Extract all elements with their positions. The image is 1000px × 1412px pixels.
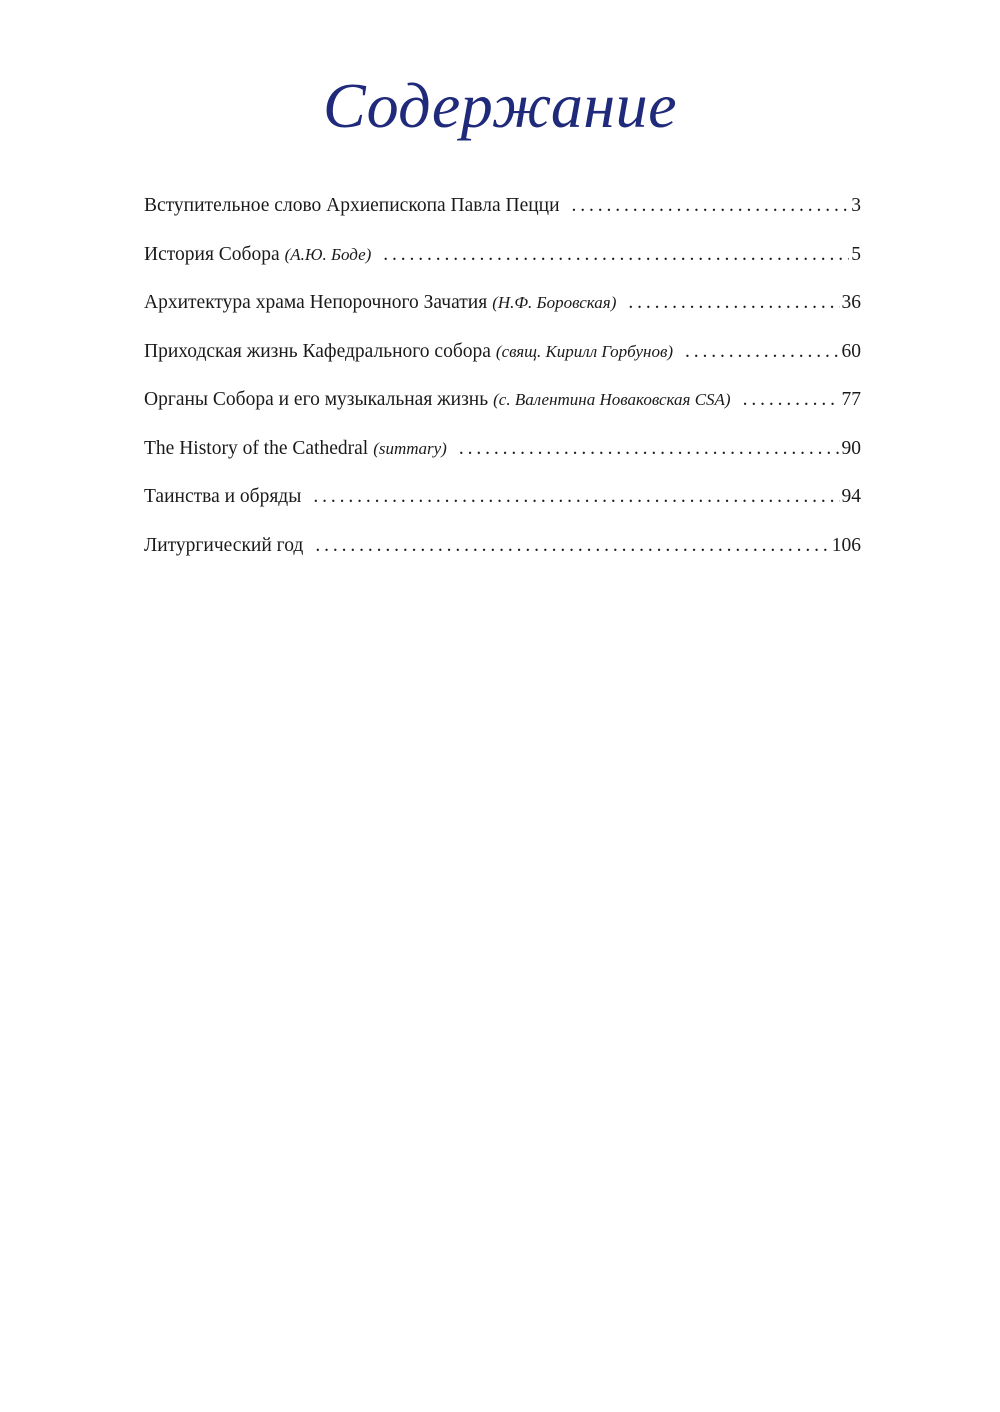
dot-leader <box>572 191 850 221</box>
toc-entry[interactable] <box>144 385 861 434</box>
toc-entry-title: Таинства и обряды <box>144 486 302 507</box>
toc-entry-title: Приходская жизнь Кафедрального собора <box>144 340 491 362</box>
dot-leader <box>315 531 829 561</box>
dot-leader <box>743 385 840 415</box>
toc-entry[interactable] <box>144 482 861 531</box>
toc-entry[interactable] <box>144 434 861 483</box>
toc-entry-title: The History of the Cathedral <box>144 437 369 459</box>
toc-entry-page: 90 <box>841 437 861 459</box>
page-title: Содержание <box>322 70 678 141</box>
toc-entry-page: 94 <box>841 486 861 507</box>
toc-entry-page: 36 <box>841 292 861 313</box>
table-of-contents <box>144 191 861 579</box>
dot-leader <box>313 482 839 512</box>
toc-entry-title: Вступительное слово Архиепископа Павла Пецци <box>144 195 560 216</box>
toc-entry-author: (summary) <box>373 438 447 458</box>
toc-entry-author: (А.Ю. Боде) <box>284 244 372 264</box>
dot-leader <box>459 434 840 464</box>
toc-entry-page: 3 <box>851 195 861 216</box>
toc-entry-author: (Н.Ф. Боровская) <box>492 293 617 312</box>
toc-entry-page: 5 <box>851 243 861 265</box>
toc-entry-title: Органы Собора и его музыкальная жизнь <box>144 389 489 410</box>
dot-leader <box>628 288 839 318</box>
toc-entry[interactable] <box>144 337 861 386</box>
toc-entry-page: 60 <box>841 340 861 362</box>
toc-entry[interactable] <box>144 288 861 337</box>
toc-entry[interactable] <box>144 240 861 289</box>
toc-entry-title: История Собора <box>144 243 280 265</box>
toc-entry-title: Литургический год <box>144 534 304 556</box>
dot-leader <box>383 240 849 270</box>
toc-entry-author: (с. Валентина Новаковская CSA) <box>493 390 731 409</box>
dot-leader <box>685 337 839 367</box>
toc-entry-title: Архитектура храма Непорочного Зачатия <box>144 292 488 313</box>
toc-entry-page: 106 <box>831 534 861 556</box>
toc-entry-author: (свящ. Кирилл Горбунов) <box>495 341 674 361</box>
toc-entry[interactable] <box>144 191 861 240</box>
toc-entry-page: 77 <box>841 389 861 410</box>
toc-entry[interactable] <box>144 531 861 580</box>
